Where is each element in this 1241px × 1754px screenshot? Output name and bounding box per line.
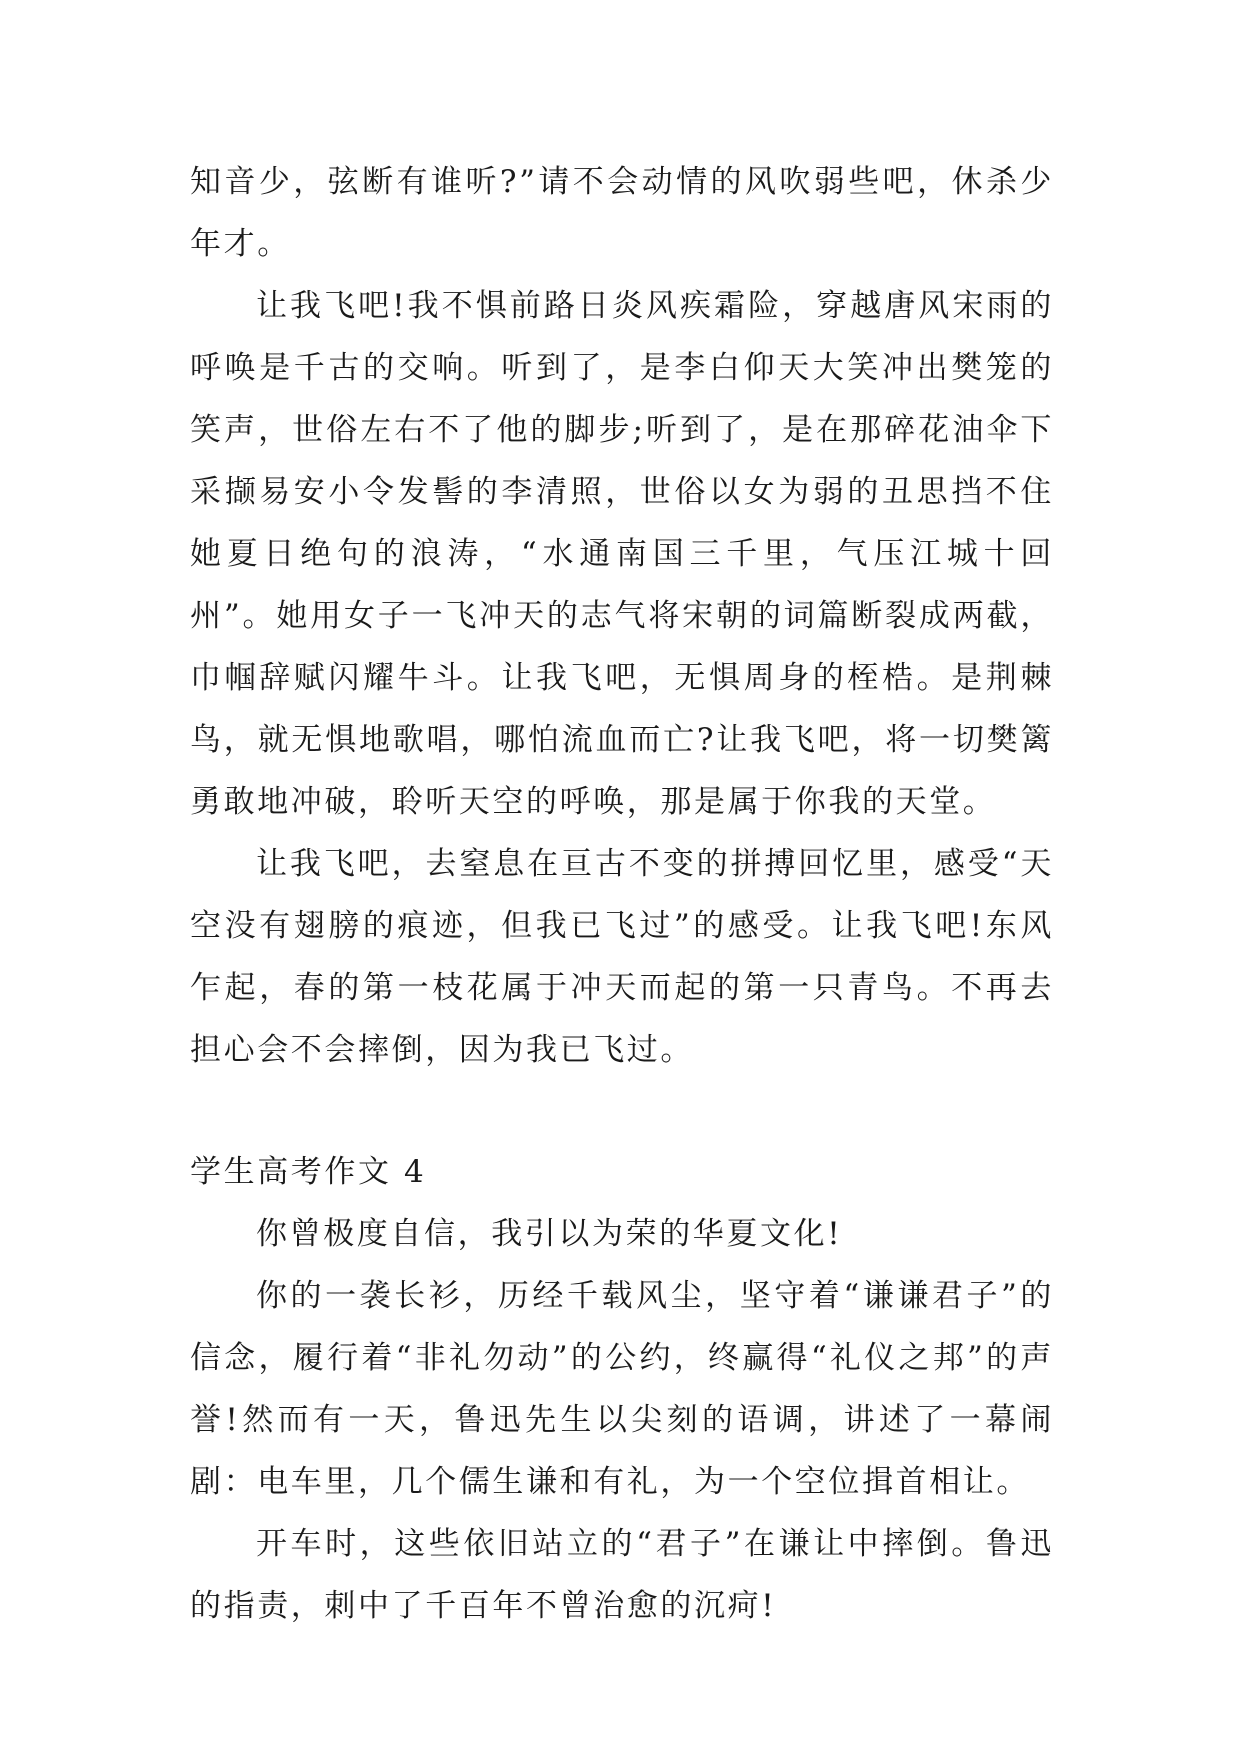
paragraph: 让我飞吧，去窒息在亘古不变的拼搏回忆里，感受“天空没有翅膀的痕迹，但我已飞过”的感受。让我飞吧!东风乍起，春的第一枝花属于冲天而起的第一只青鸟。不再去担心会不会摔倒，因为我已飞过。 <box>190 846 1054 1068</box>
paragraph: 你曾极度自信，我引以为荣的华夏文化! <box>256 1216 843 1252</box>
paragraph: 你的一袭长衫，历经千载风尘，坚守着“谦谦君子”的信念，履行着“非礼勿动”的公约，终赢得“礼仪之邦”的声誉!然而有一天，鲁迅先生以尖刻的语调，讲述了一幕闹剧：电车里，几个儒生谦和有礼，为一个空位揖首相让。 <box>190 1278 1054 1500</box>
essay-3-continuation <box>190 151 1054 1081</box>
paragraph: 知音少，弦断有谁听?”请不会动情的风吹弱些吧，休杀少年才。 <box>190 164 1054 262</box>
paragraph: 开车时，这些依旧站立的“君子”在谦让中摔倒。鲁迅的指责，刺中了千百年不曾治愈的沉疴! <box>190 1526 1054 1624</box>
essay-4-body <box>190 1203 1054 1637</box>
section-heading: 学生高考作文 4 <box>190 1154 427 1190</box>
document-page <box>190 151 1054 1637</box>
paragraph: 让我飞吧!我不惧前路日炎风疾霜险，穿越唐风宋雨的呼唤是千古的交响。听到了，是李白仰天大笑冲出樊笼的笑声，世俗左右不了他的脚步;听到了，是在那碎花油伞下采撷易安小令发髻的李清照，世俗以女为弱的丑思挡不住她夏日绝句的浪涛，“水通南国三千里，气压江城十回州”。她用女子一飞冲天的志气将宋朝的词篇断裂成两截，巾帼辞赋闪耀牛斗。让我飞吧，无惧周身的桎梏。是荆棘鸟，就无惧地歌唱，哪怕流血而亡?让我飞吧，将一切樊篱勇敢地冲破，聆听天空的呼唤，那是属于你我的天堂。 <box>190 288 1054 820</box>
